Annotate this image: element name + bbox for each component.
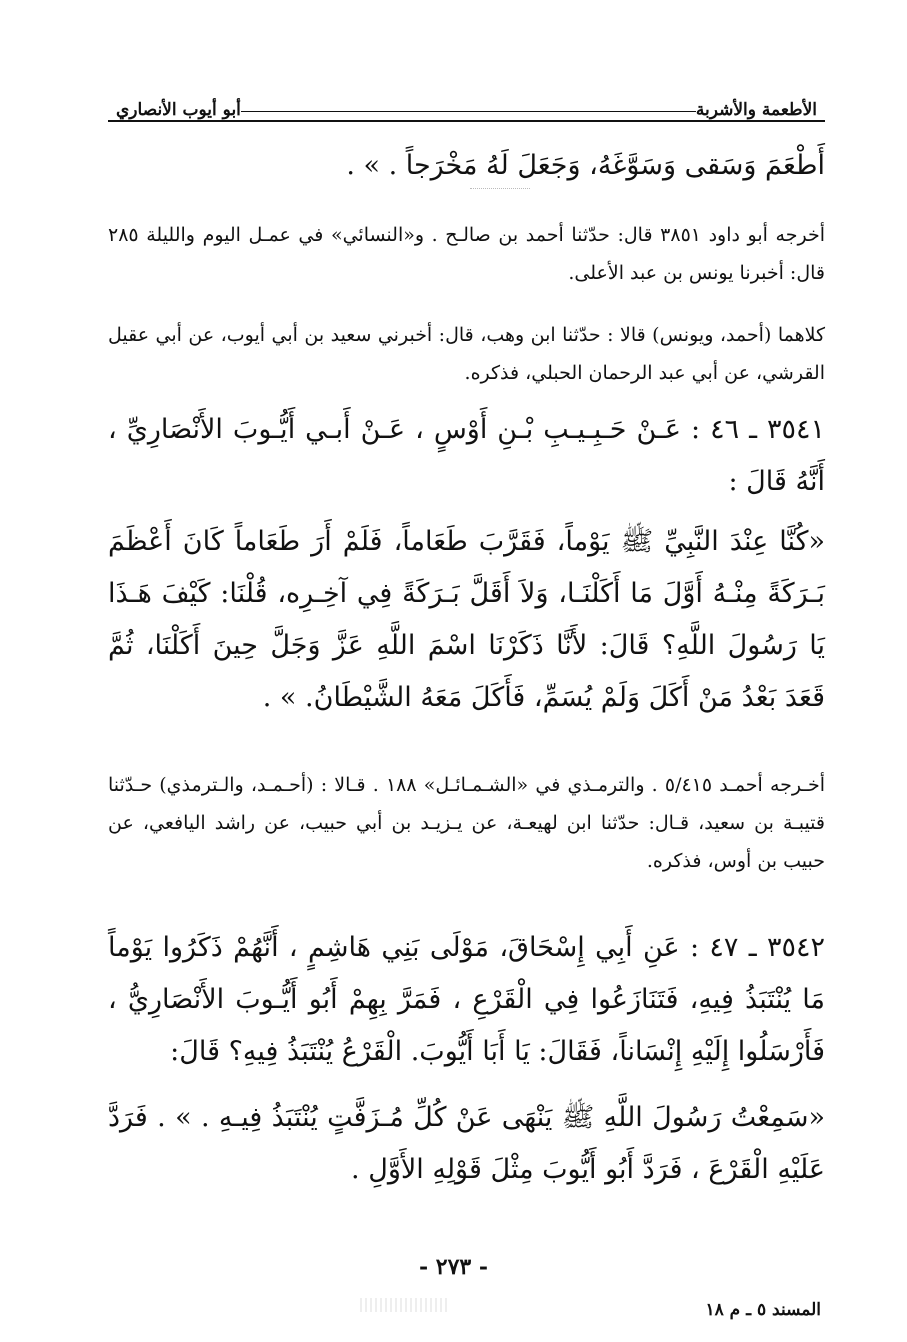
takhrij-note-3: أخـرجه أحمـد ٥/٤١٥ . والترمـذي في «الشـمـائـل» ١٨٨ . قـالا : (أحـمـد، والـترمذي) حـدّثنا قتيبـة بن سعيد، قـال: حدّثنا ابن لهيعـة، عن يـزيـد بن أبي حبيب، عن راشد اليافعي، عن حبيب بن أوس، فذكره. [108,774,826,872]
scan-smudge [360,1298,450,1312]
hadith-heading-3541: ٣٥٤١ ـ ٤٦ : عَـنْ حَـبِـيـبِ بْـنِ أَوْسٍ ، عَـنْ أَبـي أَيُّـوبَ الأَنْصَارِيِّ ، أَنَّهُ قَالَ : [108,414,825,497]
takhrij-note-1: أخرجه أبو داود ٣٨٥١ قال: حدّثنا أحمد بن صالـح . و«النسائي» في عمـل اليوم والليلة ٢٨٥ قال: أخبرنا يونس بن عبد الأعلى. [108,224,825,284]
page-number: - ٢٧٣ - [418,1254,489,1280]
section-title: أبو أيوب الأنصاري [116,100,241,120]
running-header [108,86,825,122]
hadith-text-3542: «سَمِعْتُ رَسُولَ اللَّهِ ﷺ يَنْهَى عَنْ كُلِّ مُـزَفَّتٍ يُنْتَبَذُ فِيـهِ . » . فَرَدَّ عَلَيْهِ الْقَرْعَ ، فَرَدَّ أَبُو أَيُّوبَ مِثْلَ قَوْلِهِ الأَوَّلِ . [108,1102,825,1185]
hadith-heading-3542: ٣٥٤٢ ـ ٤٧ : عَنِ أَبِي إِسْحَاقَ، مَوْلَى بَنِي هَاشِمٍ ، أَنَّهُمْ ذَكَرُوا يَوْماً مَا يُنْتَبَذُ فِيهِ، فَتَنَازَعُوا فِي الْقَرْعِ ، فَمَرَّ بِهِمْ أَبُو أَيُّـوبَ الأَنْصَارِيُّ ، فَأَرْسَلُوا إِلَيْهِ إِنْسَاناً، فَقَالَ: يَا أَبَا أَيُّوبَ. الْقَرْعُ يُنْتَبَذُ فِيهِ؟ قَالَ: [108,932,826,1067]
takhrij-note-2: كلاهما (أحمد، ويونس) قالا : حدّثنا ابن وهب، قال: أخبرني سعيد بن أبي أيوب، عن أبي عقيل القرشي، عن أبي عبد الرحمان الحبلي، فذكره. [108,324,825,384]
hadith-text-3541: «كُنَّا عِنْدَ النَّبِيِّ ﷺ يَوْماً، فَقَرَّبَ طَعَاماً، فَلَمْ أَرَ طَعَاماً كَانَ أَعْظَمَ بَـرَكَةً مِنْـهُ أَوَّلَ مَا أَكَلْنَـا، وَلاَ أَقَلَّ بَـرَكَةً فِي آخِـرِه، قُلْنَا: كَيْفَ هَـذَا يَا رَسُولَ اللَّهِ؟ قَالَ: لأَنَّا ذَكَرْنَا اسْمَ اللَّهِ عَزَّ وَجَلَّ حِينَ أَكَلْنَا، ثُمَّ قَعَدَ بَعْدُ مَنْ أَكَلَ وَلَمْ يُسَمِّ، فَأَكَلَ مَعَهُ الشَّيْطَانُ. » . [108,526,825,713]
print-mark [470,188,530,191]
header-rule [241,111,696,112]
chapter-title: الأطعمة والأشربة [695,100,817,120]
signature-mark: المسند ٥ ـ م ١٨ [705,1300,821,1320]
hadith-ending: أَطْعَمَ وَسَقى وَسَوَّغَهُ، وَجَعَلَ لَهُ مَخْرَجاً . » . [346,150,825,181]
